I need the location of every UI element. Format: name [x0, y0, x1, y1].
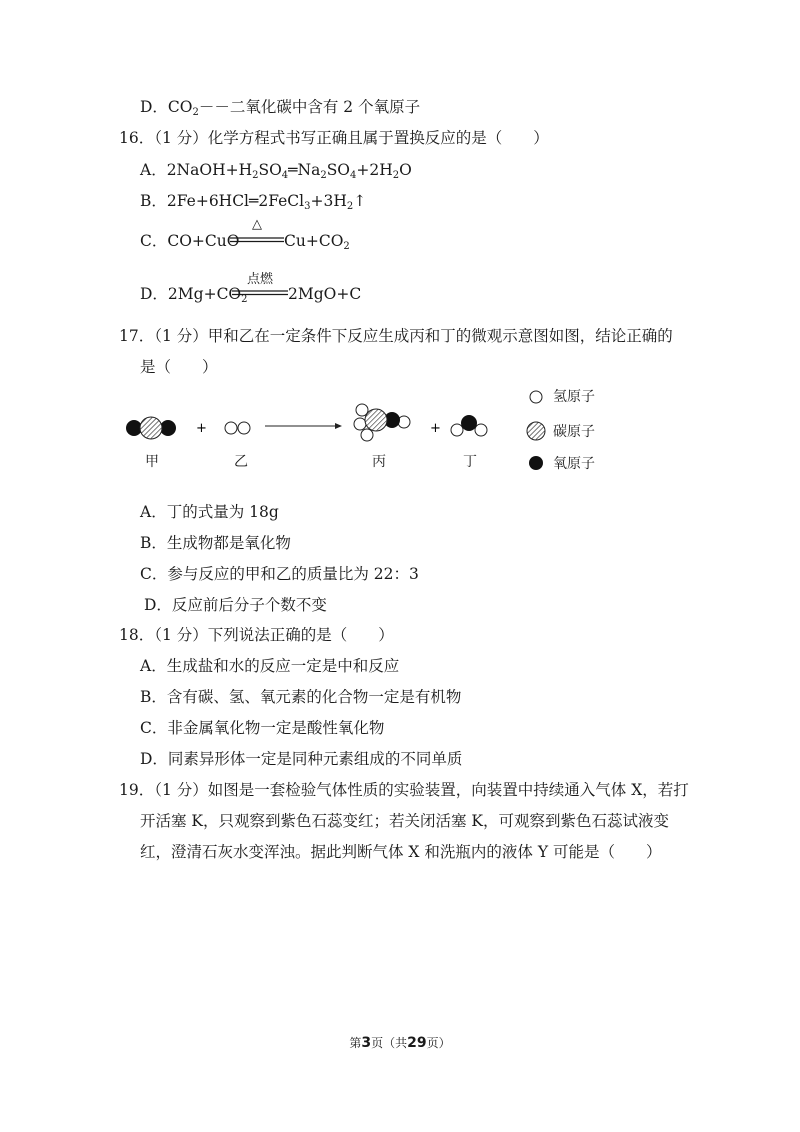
label-bing: 丙: [372, 454, 386, 470]
legend-carbon-label: 碳原子: [553, 424, 595, 440]
legend-oxygen-label: 氧原子: [553, 456, 595, 472]
q17-stem-line1: 17．（1 分）甲和乙在一定条件下反应生成丙和丁的微观示意图如图，结论正确的: [119, 327, 673, 345]
q19-stem-line3: 红，澄清石灰水变浑浊。据此判断气体 X 和洗瓶内的液体 Y 可能是（ ）: [140, 843, 662, 861]
q16-option-c-equal-sign: [230, 236, 284, 244]
q16-option-c-condition: △: [252, 217, 262, 232]
reaction-arrow: [265, 423, 342, 429]
q16-stem: 16．（1 分）化学方程式书写正确且属于置换反应的是（ ）: [119, 129, 549, 147]
q16-option-a: A．$2NaOH+H_2SO_4═Na_2SO_4+2H_2O$: [140, 161, 412, 181]
q18-option-b: B．含有碳、氢、氧元素的化合物一定是有机物: [140, 688, 462, 706]
q17-option-a: A．丁的式量为 18g: [140, 503, 279, 521]
molecule-jia: [126, 417, 176, 439]
legend-hydrogen-symbol: [530, 391, 542, 403]
molecule-bing: [354, 404, 410, 441]
q15-option-d: D．$CO_2--$二氧化碳中含有 2 个氧原子: [140, 98, 421, 118]
q16-option-c-right: $Cu+CO_2$: [284, 232, 350, 252]
q16-option-d-right: 2MgO+C: [288, 285, 362, 303]
q16-option-d-left: D．$2Mg+CO_2$: [140, 285, 248, 305]
q18-option-a: A．生成盐和水的反应一定是中和反应: [140, 657, 400, 675]
q16-option-d-condition: 点燃: [246, 272, 273, 287]
legend-carbon-symbol: [527, 422, 545, 440]
label-jia: 甲: [145, 454, 159, 470]
molecule-yi: [225, 422, 250, 434]
q17-option-b: B．生成物都是氧化物: [140, 534, 291, 552]
q18-option-c: C．非金属氧化物一定是酸性氧化物: [140, 719, 385, 737]
legend-oxygen-symbol: [529, 456, 543, 470]
molecule-ding: [451, 415, 487, 436]
q17-option-d: D．反应前后分子个数不变: [144, 596, 327, 614]
q17-molecule-diagram: [110, 380, 630, 490]
q19-stem-line1: 19．（1 分）如图是一套检验气体性质的实验装置，向装置中持续通入气体 X，若打: [119, 781, 689, 799]
plus-sign-2: +: [430, 421, 441, 436]
q17-option-c: C．参与反应的甲和乙的质量比为 22：3: [140, 565, 419, 583]
label-yi: 乙: [234, 454, 248, 470]
q18-stem: 18．（1 分）下列说法正确的是（ ）: [119, 626, 394, 644]
q19-stem-line2: 开活塞 K，只观察到紫色石蕊变红；若关闭活塞 K，可观察到紫色石蕊试液变: [140, 812, 670, 830]
plus-sign-1: +: [196, 421, 207, 436]
q18-option-d: D．同素异形体一定是同种元素组成的不同单质: [140, 750, 463, 768]
q17-stem-line2: 是（ ）: [140, 358, 218, 376]
page-footer: 第3页（共29页）: [349, 1035, 451, 1051]
legend-hydrogen-label: 氢原子: [553, 389, 595, 405]
q16-option-b: B．$2Fe+6HCl═2FeCl_3+3H_2↑$: [140, 192, 367, 212]
q16-option-c-left: C．CO+CuO: [140, 232, 240, 250]
label-ding: 丁: [463, 454, 477, 470]
q16-option-d-equal-sign: [232, 289, 288, 297]
